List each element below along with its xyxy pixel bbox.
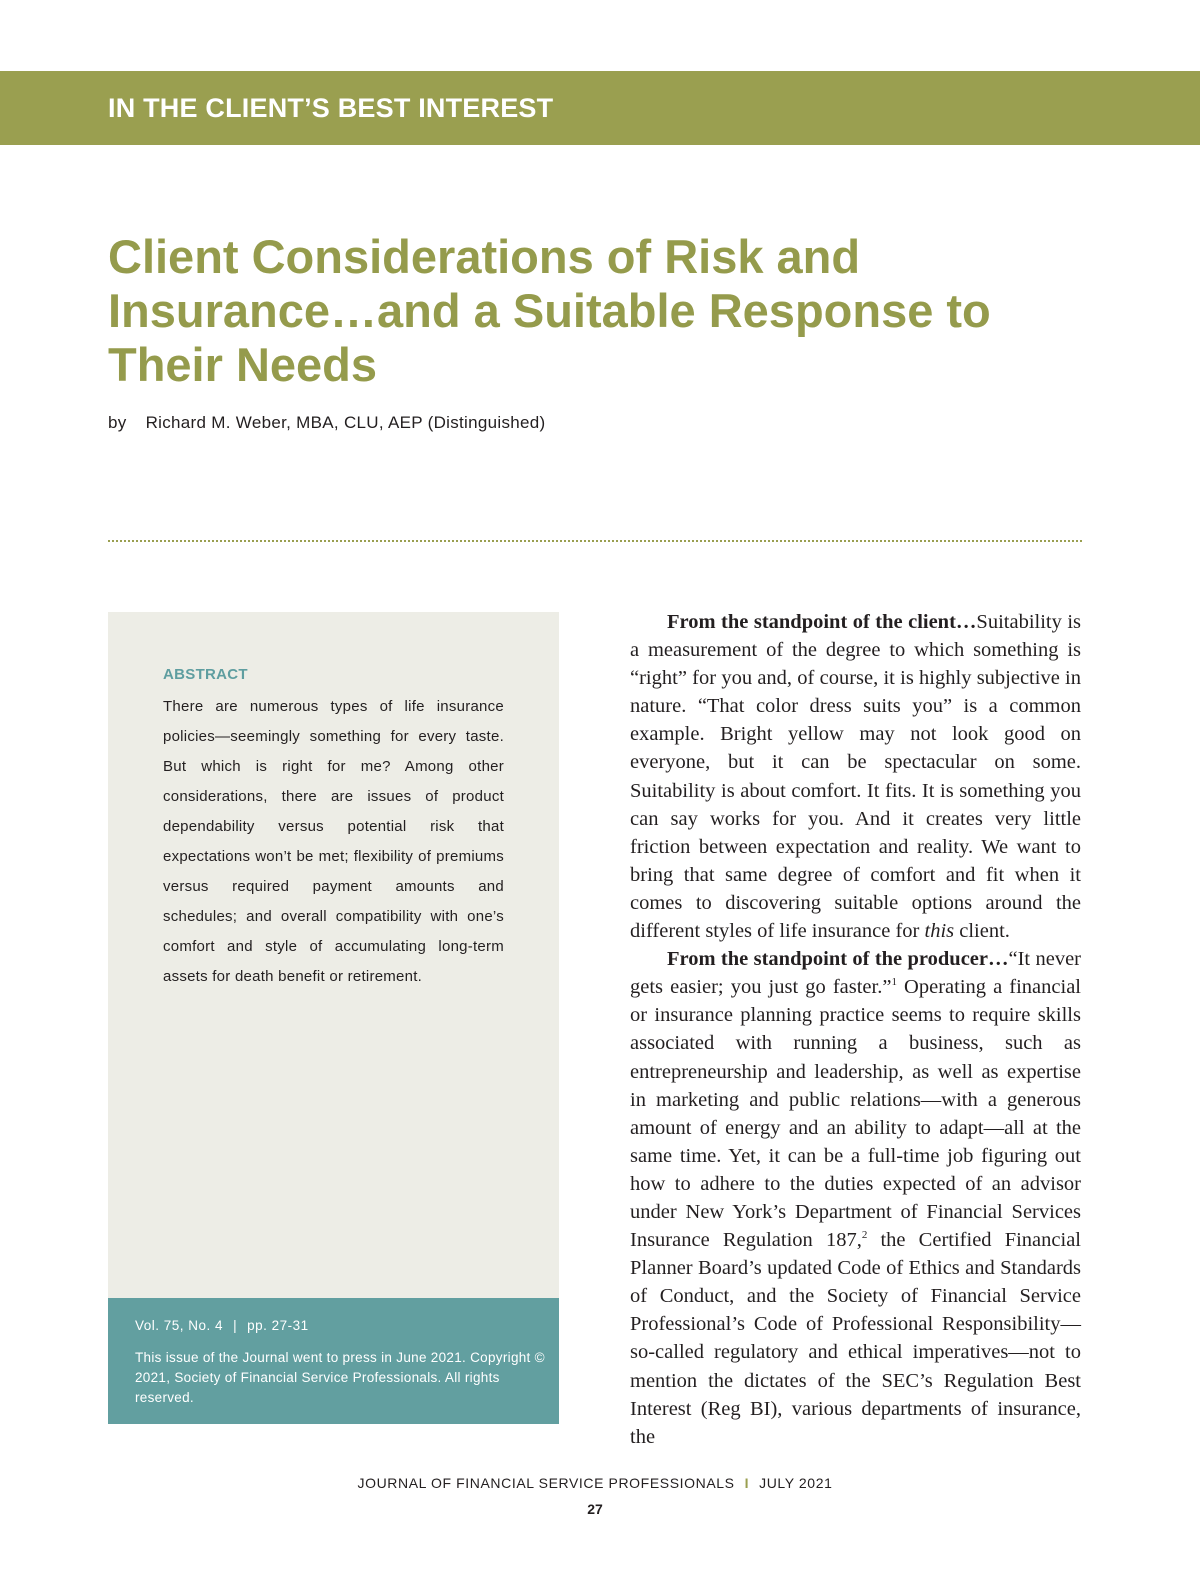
dotted-divider: [108, 540, 1082, 542]
journal-name: JOURNAL OF FINANCIAL SERVICE PROFESSIONALS: [357, 1475, 735, 1491]
article-body: [630, 608, 1081, 1451]
body-paragraph-client: [630, 608, 1081, 945]
byline-prefix: by: [108, 413, 127, 432]
paragraph-lead-producer: From the standpoint of the producer…: [667, 948, 1009, 971]
issue-volume: Vol. 75, No. 4: [135, 1318, 224, 1333]
footnote-ref-1[interactable]: 1: [891, 976, 897, 989]
abstract-box: [108, 612, 559, 1298]
body-text: the Certified Financial Planner Board’s updated Code of Ethics and Standards of Conduct, and the Society of Financial Service Professional’s Code of Professional Responsibility—so-called regulatory and ethical imperatives—not to mention the dictates of the SEC’s Regulation Best Interest (Reg BI), various departments of insurance, the: [630, 1229, 1081, 1448]
emphasis-this: this: [924, 920, 955, 943]
footer-separator: I: [744, 1475, 750, 1491]
author-name: Richard M. Weber, MBA, CLU, AEP (Distinguished): [145, 413, 546, 432]
abstract-heading: ABSTRACT: [163, 666, 248, 683]
body-text: Suitability is a measurement of the degree to which something is “right” for you and, of course, it is highly subjective in nature. “That color dress suits you” is a common example. Bright yellow may not look good on everyone, but it can be spectacular on some. Suitability is about comfort. It fits. It is something you can say works for you. And it creates very little friction between expectation and reality. We want to bring that same degree of comfort and fit when it comes to discovering suitable options around the different styles of life insurance for: [630, 611, 1081, 943]
issue-separator: |: [233, 1318, 238, 1333]
body-paragraph-producer: [630, 945, 1081, 1451]
paragraph-lead-client: From the standpoint of the client…: [667, 611, 977, 633]
byline: [108, 413, 546, 433]
section-banner: [0, 71, 1200, 145]
page-number: 27: [587, 1501, 603, 1517]
body-text: client.: [954, 920, 1010, 943]
issue-pages: pp. 27-31: [247, 1318, 309, 1333]
issue-volume-line: [135, 1318, 309, 1333]
abstract-text: There are numerous types of life insurance policies—seemingly something for every taste. But which is right for me? Among other considerations, there are issues of product dependability versus potential risk that expectations won’t be met; flexibility of premiums versus required payment amounts and schedules; and overall compatibility with one’s comfort and style of accumulating long-term assets for death benefit or retirement.: [163, 698, 504, 985]
article-title: Client Considerations of Risk and Insurance…and a Suitable Response to Their Needs: [108, 230, 991, 391]
copyright-note: This issue of the Journal went to press in June 2021. Copyright © 2021, Society of Financial Service Professionals. All rights reserved.: [135, 1350, 545, 1405]
footnote-ref-2[interactable]: 2: [861, 1229, 868, 1242]
issue-info-box: [108, 1298, 559, 1424]
issue-date: JULY 2021: [759, 1475, 833, 1491]
body-text: “It never gets easier; you just go faster.”: [630, 948, 1081, 999]
footer-journal-line: [0, 1475, 1190, 1491]
body-text: Operating a financial or insurance planning practice seems to require skills associated with running a business, such as entrepreneurship and leadership, as well as expertise in marketing and public relations—with a generous amount of energy and an ability to adapt—all at the same time. Yet, it can be a full-time job figuring out how to adhere to the duties expected of an advisor under New York’s Department of Financial Services Insurance Regulation 187,: [630, 976, 1081, 1252]
section-label: IN THE CLIENT’S BEST INTEREST: [108, 93, 554, 123]
